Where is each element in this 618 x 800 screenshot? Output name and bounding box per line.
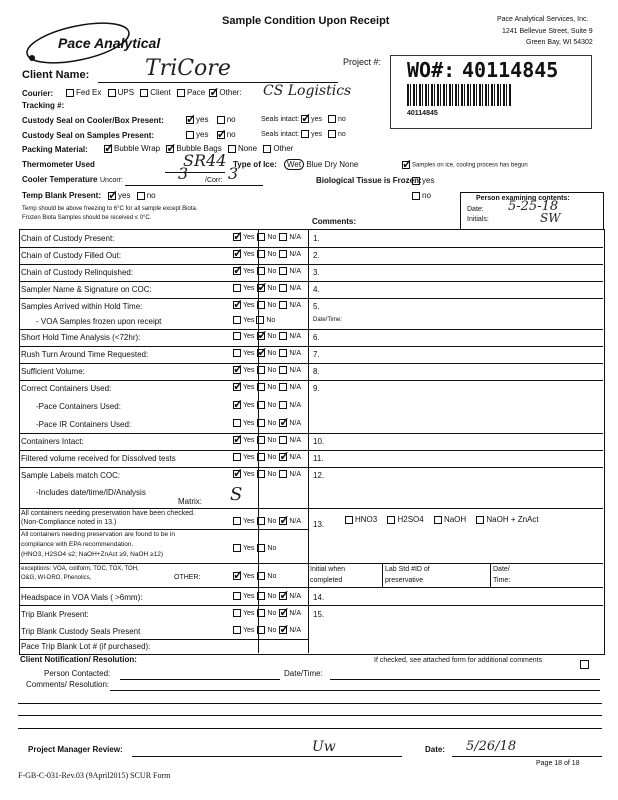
check14-yes[interactable]: ✓ Yes	[233, 471, 254, 478]
checklist-label-14: Sample Labels match COC:	[21, 471, 121, 480]
uncorr-label: Uncorr:	[100, 177, 123, 184]
check4-na[interactable]: N/A	[279, 302, 301, 309]
cooler-seal-intact: Seals intact: ✓ yes no	[261, 115, 346, 123]
courier-other-value: CS Logistics	[263, 83, 352, 99]
check2-no[interactable]: No	[257, 268, 276, 275]
check8-na[interactable]: N/A	[279, 367, 301, 374]
ice-dry[interactable]: Dry	[324, 160, 338, 169]
footer-date-label: Date:	[425, 745, 446, 754]
check3-na[interactable]: N/A	[279, 285, 301, 292]
courier-label: Courier:	[22, 89, 54, 98]
pm-signature: Uw	[312, 739, 336, 755]
samples-seal-yes[interactable]	[186, 131, 194, 139]
courier-pace[interactable]: Pace	[177, 88, 205, 97]
samples-seal-intact: Seals intact: yes no	[261, 130, 346, 138]
tracking-label: Tracking #:	[22, 101, 65, 110]
check2-0-no[interactable]: No	[257, 593, 276, 600]
pres-exceptions-a: exceptions: VOA, coliform, TOC, TOX, TOH,	[21, 566, 139, 572]
packing-none[interactable]	[228, 145, 236, 153]
temp-blank-options: ✓ yes no	[108, 191, 156, 200]
check0-na[interactable]: N/A	[279, 234, 301, 241]
check2-0-yes[interactable]: Yes	[233, 593, 254, 600]
examiner-initials-label: Initials:	[467, 216, 489, 223]
page-title: Sample Condition Upon Receipt	[222, 15, 390, 27]
checklist2-num-1: 15.	[313, 610, 325, 619]
checklist-options-9	[233, 383, 304, 391]
resolution-check[interactable]	[580, 660, 589, 669]
cooler-intact-yes[interactable]	[301, 115, 309, 123]
client-name-value: TriCore	[145, 56, 231, 81]
check12-yes[interactable]: ✓ Yes	[233, 437, 254, 444]
checklist2-num-0: 14.	[313, 593, 325, 602]
voa-yes[interactable]: Yes	[233, 317, 254, 324]
comments-header: Comments:	[312, 217, 357, 226]
check6-yes[interactable]: Yes	[233, 333, 254, 340]
checklist-options-0	[233, 233, 304, 241]
packing-options: ✓ Bubble Wrap ✓ Bubble Bags None Other	[104, 144, 293, 153]
packing-bubble-bags[interactable]	[166, 145, 174, 153]
bio-no[interactable]	[412, 192, 420, 200]
check11-no[interactable]: No	[257, 420, 276, 427]
pres-compliance-options	[233, 544, 276, 552]
checklist-label-15: -Includes date/time/ID/Analysis	[36, 488, 146, 497]
check2-0-na[interactable]: ✓ N/A	[279, 593, 301, 600]
courier-other[interactable]: ✓ Other:	[209, 88, 241, 97]
pres-exceptions-options	[233, 572, 276, 580]
resolution-title: Client Notification/ Resolution:	[20, 655, 137, 664]
checklist-num-14: 12.	[313, 471, 325, 480]
checklist-options-3	[233, 284, 304, 292]
checklist-num-3: 4.	[313, 285, 320, 294]
pres-other-label: OTHER:	[174, 574, 201, 581]
samples-seal-label: Custody Seal on Samples Present:	[22, 131, 155, 140]
checklist-label-8: Sufficient Volume:	[21, 367, 85, 376]
check2-2-no[interactable]: No	[257, 627, 276, 634]
check14-no[interactable]: No	[257, 471, 276, 478]
temp-blank-yes[interactable]	[108, 192, 116, 200]
checklist-options-14	[233, 470, 304, 478]
check13-no[interactable]: No	[257, 454, 276, 461]
checklist-label-6: Short Hold Time Analysis (<72hr):	[21, 333, 141, 342]
completed-label: completed	[310, 577, 343, 584]
cooler-seal-options: ✓ yes no	[186, 115, 236, 124]
pres-date-label: Date/	[493, 566, 510, 573]
packing-bubble-wrap[interactable]	[104, 145, 112, 153]
pres-checked-na[interactable]: ✓ N/A	[279, 518, 301, 525]
checklist2-label-1: Trip Blank Present:	[21, 610, 89, 619]
check1-na[interactable]: N/A	[279, 251, 301, 258]
examiner-label: Person examining contents:	[476, 195, 570, 202]
checklist-options-1	[233, 250, 304, 258]
check14-na[interactable]: N/A	[279, 471, 301, 478]
company-address-2: Green Bay, WI 54302	[526, 39, 593, 46]
person-contacted-label: Person Contacted:	[44, 669, 111, 678]
check2-1-yes[interactable]: Yes	[233, 610, 254, 617]
voa-frozen-options	[233, 316, 275, 324]
bio-tissue-label: Biological Tissue is Frozen:	[316, 176, 422, 185]
checklist-label-2: Chain of Custody Relinquished:	[21, 268, 134, 277]
checklist-options-13	[233, 453, 304, 461]
check8-yes[interactable]: ✓ Yes	[233, 367, 254, 374]
checklist-label-4: Samples Arrived within Hold Time:	[21, 302, 143, 311]
checklist-num-5: Date/Time:	[313, 317, 343, 323]
checklist-options-7	[233, 349, 304, 357]
courier-fedex[interactable]: Fed Ex	[66, 88, 101, 97]
checklist-label-11: -Pace IR Containers Used:	[36, 420, 132, 429]
chem-naoh-znact[interactable]: NaOH + ZnAct	[476, 515, 538, 524]
checklist2-options-0	[233, 592, 304, 600]
check12-no[interactable]: No	[257, 437, 276, 444]
check1-no[interactable]: No	[257, 251, 276, 258]
check12-na[interactable]: N/A	[279, 437, 301, 444]
check11-yes[interactable]: Yes	[233, 420, 254, 427]
checklist-label-9: Correct Containers Used:	[21, 384, 112, 393]
barcode-number: 40114845	[407, 110, 438, 117]
initial-when-label: Initial when	[310, 566, 346, 573]
checklist-num-9: 9.	[313, 384, 320, 393]
pres-comp-yes[interactable]: Yes	[233, 545, 254, 552]
samples-seal-no[interactable]	[217, 131, 225, 139]
corr-value: 3	[228, 164, 239, 183]
checklist-label-5: - VOA Samples frozen upon receipt	[36, 317, 162, 326]
pres-compliance-b: compliance with EPA recommendation.	[21, 541, 134, 548]
check3-no[interactable]: ✓ No	[257, 285, 276, 292]
temp-blank-label: Temp Blank Present:	[22, 191, 101, 200]
checklist-options-4	[233, 301, 304, 309]
examiner-date-label: Date:	[467, 206, 484, 213]
checklist-options-6	[233, 332, 304, 340]
check10-na[interactable]: N/A	[279, 402, 301, 409]
checklist-num-6: 6.	[313, 333, 320, 342]
form-code: F-GB-C-031-Rev.03 (9April2015) SCUR Form	[18, 771, 171, 780]
check4-yes[interactable]: ✓ Yes	[233, 302, 254, 309]
courier-options	[66, 88, 242, 97]
checklist-options-2	[233, 267, 304, 275]
courier-client[interactable]: Client	[140, 88, 170, 97]
client-name-label: Client Name:	[22, 69, 90, 81]
check6-no[interactable]: ✓ No	[257, 333, 276, 340]
check9-no[interactable]: No	[257, 384, 276, 391]
check7-no[interactable]: ✓ No	[257, 350, 276, 357]
resolution-comments-label: Comments/ Resolution:	[26, 680, 110, 689]
pres-checked-no[interactable]: No	[257, 518, 276, 525]
checklist2-label-2: Trip Blank Custody Seals Present	[21, 627, 141, 636]
ice-note-check[interactable]	[402, 161, 410, 169]
packing-other[interactable]	[263, 145, 271, 153]
ice-type-label: Type of Ice:	[233, 160, 277, 169]
matrix-value: S	[230, 484, 243, 505]
pres-time-label: Time:	[493, 577, 511, 584]
bio-options: yes	[412, 176, 434, 185]
samples-seal-options: yes ✓ no	[186, 130, 236, 139]
checklist-num-2: 3.	[313, 268, 320, 277]
checklist-num-8: 8.	[313, 367, 320, 376]
checklist-num-1: 2.	[313, 251, 320, 260]
samples-intact-no[interactable]	[328, 130, 336, 138]
company-address-1: 1241 Bellevue Street, Suite 9	[502, 28, 593, 35]
check11-na[interactable]: ✓ N/A	[279, 420, 301, 427]
corr-label: /Corr:	[205, 177, 223, 184]
check10-no[interactable]: No	[257, 402, 276, 409]
check4-no[interactable]: No	[257, 302, 276, 309]
checklist-options-8	[233, 366, 304, 374]
checklist-options-11	[233, 419, 304, 427]
check13-yes[interactable]: Yes	[233, 454, 254, 461]
pres-comp-no[interactable]: No	[257, 545, 276, 552]
check2-1-no[interactable]: No	[257, 610, 276, 617]
pm-review-label: Project Manager Review:	[28, 745, 123, 754]
check3-yes[interactable]: Yes	[233, 285, 254, 292]
check2-2-na[interactable]: ✓ N/A	[279, 627, 301, 634]
checklist-options-12	[233, 436, 304, 444]
check6-na[interactable]: N/A	[279, 333, 301, 340]
check0-no[interactable]: No	[257, 234, 276, 241]
checklist-label-0: Chain of Custody Present:	[21, 234, 115, 243]
pres-checked-options	[233, 517, 301, 525]
checklist-num-7: 7.	[313, 350, 320, 359]
check13-na[interactable]: ✓ N/A	[279, 454, 301, 461]
logo-text: Pace Analytical	[58, 35, 161, 51]
examiner-initials-value: SW	[540, 211, 561, 225]
cooler-seal-yes[interactable]	[186, 116, 194, 124]
chem-options	[345, 515, 539, 524]
cooler-seal-no[interactable]	[217, 116, 225, 124]
pres-checked-a: All containers needing preservation have been checked.	[21, 510, 195, 517]
bio-yes[interactable]	[412, 177, 420, 185]
ice-none[interactable]: None	[339, 160, 359, 169]
company-name: Pace Analytical Services, Inc.	[497, 16, 589, 23]
pres-checked-b: (Non-Compliance noted in 13.)	[21, 519, 117, 526]
temp-note-1: Temp should be above freezing to 6°C for all sample except Biota.	[22, 206, 198, 212]
resolution-datetime-label: Date/Time:	[284, 669, 323, 678]
wo-number: 40114845	[462, 58, 559, 82]
check7-yes[interactable]: Yes	[233, 350, 254, 357]
lab-std-label: Lab Std #ID of	[385, 566, 430, 573]
pres-compliance-a: All containers needing preservation are found to be in	[21, 531, 175, 538]
uncorr-value: 3	[178, 164, 189, 183]
ice-options	[284, 160, 358, 169]
chem-hno3[interactable]: HNO3	[345, 515, 377, 524]
temp-note-2: Frozen Biota Samples should be received ≤ 0°C.	[22, 215, 152, 221]
ice-note: ✓ Samples on ice, cooling process has begun	[402, 161, 528, 169]
pres-exc-yes[interactable]: ✓ Yes	[233, 573, 254, 580]
checklist-options-10	[233, 401, 304, 409]
checklist-label-7: Rush Turn Around Time Requested:	[21, 350, 149, 359]
num-13: 13.	[313, 520, 325, 529]
checklist-label-3: Sampler Name & Signature on COC:	[21, 285, 152, 294]
wo-label: WO#:	[407, 58, 456, 82]
project-label: Project #:	[343, 57, 382, 67]
checklist2-options-2	[233, 626, 304, 634]
check2-na[interactable]: N/A	[279, 268, 301, 275]
checklist-num-13: 11.	[313, 454, 324, 463]
cooler-intact-no[interactable]	[328, 115, 336, 123]
page-number: Page 18 of 18	[536, 760, 580, 767]
preservative-label: preservative	[385, 577, 424, 584]
check2-2-yes[interactable]: Yes	[233, 627, 254, 634]
barcode	[407, 84, 512, 106]
samples-intact-yes[interactable]	[301, 130, 309, 138]
checklist-label-10: -Pace Containers Used:	[36, 402, 121, 411]
packing-label: Packing Material:	[22, 145, 88, 154]
check2-yes[interactable]: ✓ Yes	[233, 268, 254, 275]
voa-no[interactable]: No	[256, 317, 275, 324]
footer-date-value: 5/26/18	[466, 739, 517, 754]
pres-exceptions-b: O&G, WI-DRO, Phenolics,	[21, 575, 92, 581]
pres-compliance-c: (HNO3, H2SO4 ≤2; NaOH+ZnAct ≥9, NaOH ≥12)	[21, 551, 164, 558]
checklist-num-12: 10.	[313, 437, 325, 446]
chem-naoh[interactable]: NaOH	[434, 515, 466, 524]
examiner-date-value: 5-25-18	[508, 199, 559, 214]
check7-na[interactable]: N/A	[279, 350, 301, 357]
pres-checked-yes[interactable]: Yes	[233, 518, 254, 525]
ice-blue[interactable]: Blue	[306, 160, 323, 169]
check9-na[interactable]: N/A	[279, 384, 301, 391]
check1-yes[interactable]: ✓ Yes	[233, 251, 254, 258]
check2-1-na[interactable]: ✓ N/A	[279, 610, 301, 617]
temp-blank-no[interactable]	[137, 192, 145, 200]
checklist2-options-1	[233, 609, 304, 617]
chem-h2so4[interactable]: H2SO4	[387, 515, 423, 524]
checklist-num-0: 1.	[313, 234, 320, 243]
resolution-note: If checked, see attached form for additional comments	[374, 657, 543, 664]
check0-yes[interactable]: ✓ Yes	[233, 234, 254, 241]
thermometer-label: Thermometer Used	[22, 160, 95, 169]
check10-yes[interactable]: ✓ Yes	[233, 402, 254, 409]
matrix-label: Matrix:	[178, 497, 202, 506]
pres-exc-no[interactable]: No	[257, 573, 276, 580]
checklist2-label-0: Headspace in VOA Vials ( >6mm):	[21, 593, 143, 602]
checklist-label-13: Filtered volume received for Dissolved tests	[21, 454, 176, 463]
bio-no-option: no	[412, 191, 431, 200]
cooler-seal-label: Custody Seal on Cooler/Box Present:	[22, 116, 164, 125]
ice-wet[interactable]: Wet	[284, 159, 304, 170]
checklist-label-1: Chain of Custody Filled Out:	[21, 251, 122, 260]
cooler-temp-label: Cooler Temperature	[22, 175, 98, 184]
courier-ups[interactable]: UPS	[108, 88, 134, 97]
checklist-num-4: 5.	[313, 302, 320, 311]
checklist-label-12: Containers Intact:	[21, 437, 84, 446]
thermometer-value: SR44	[183, 151, 227, 170]
check8-no[interactable]: No	[257, 367, 276, 374]
checklist2-label-3: Pace Trip Blank Lot # (if purchased):	[21, 642, 151, 651]
check9-yes[interactable]: ✓ Yes	[233, 384, 254, 391]
